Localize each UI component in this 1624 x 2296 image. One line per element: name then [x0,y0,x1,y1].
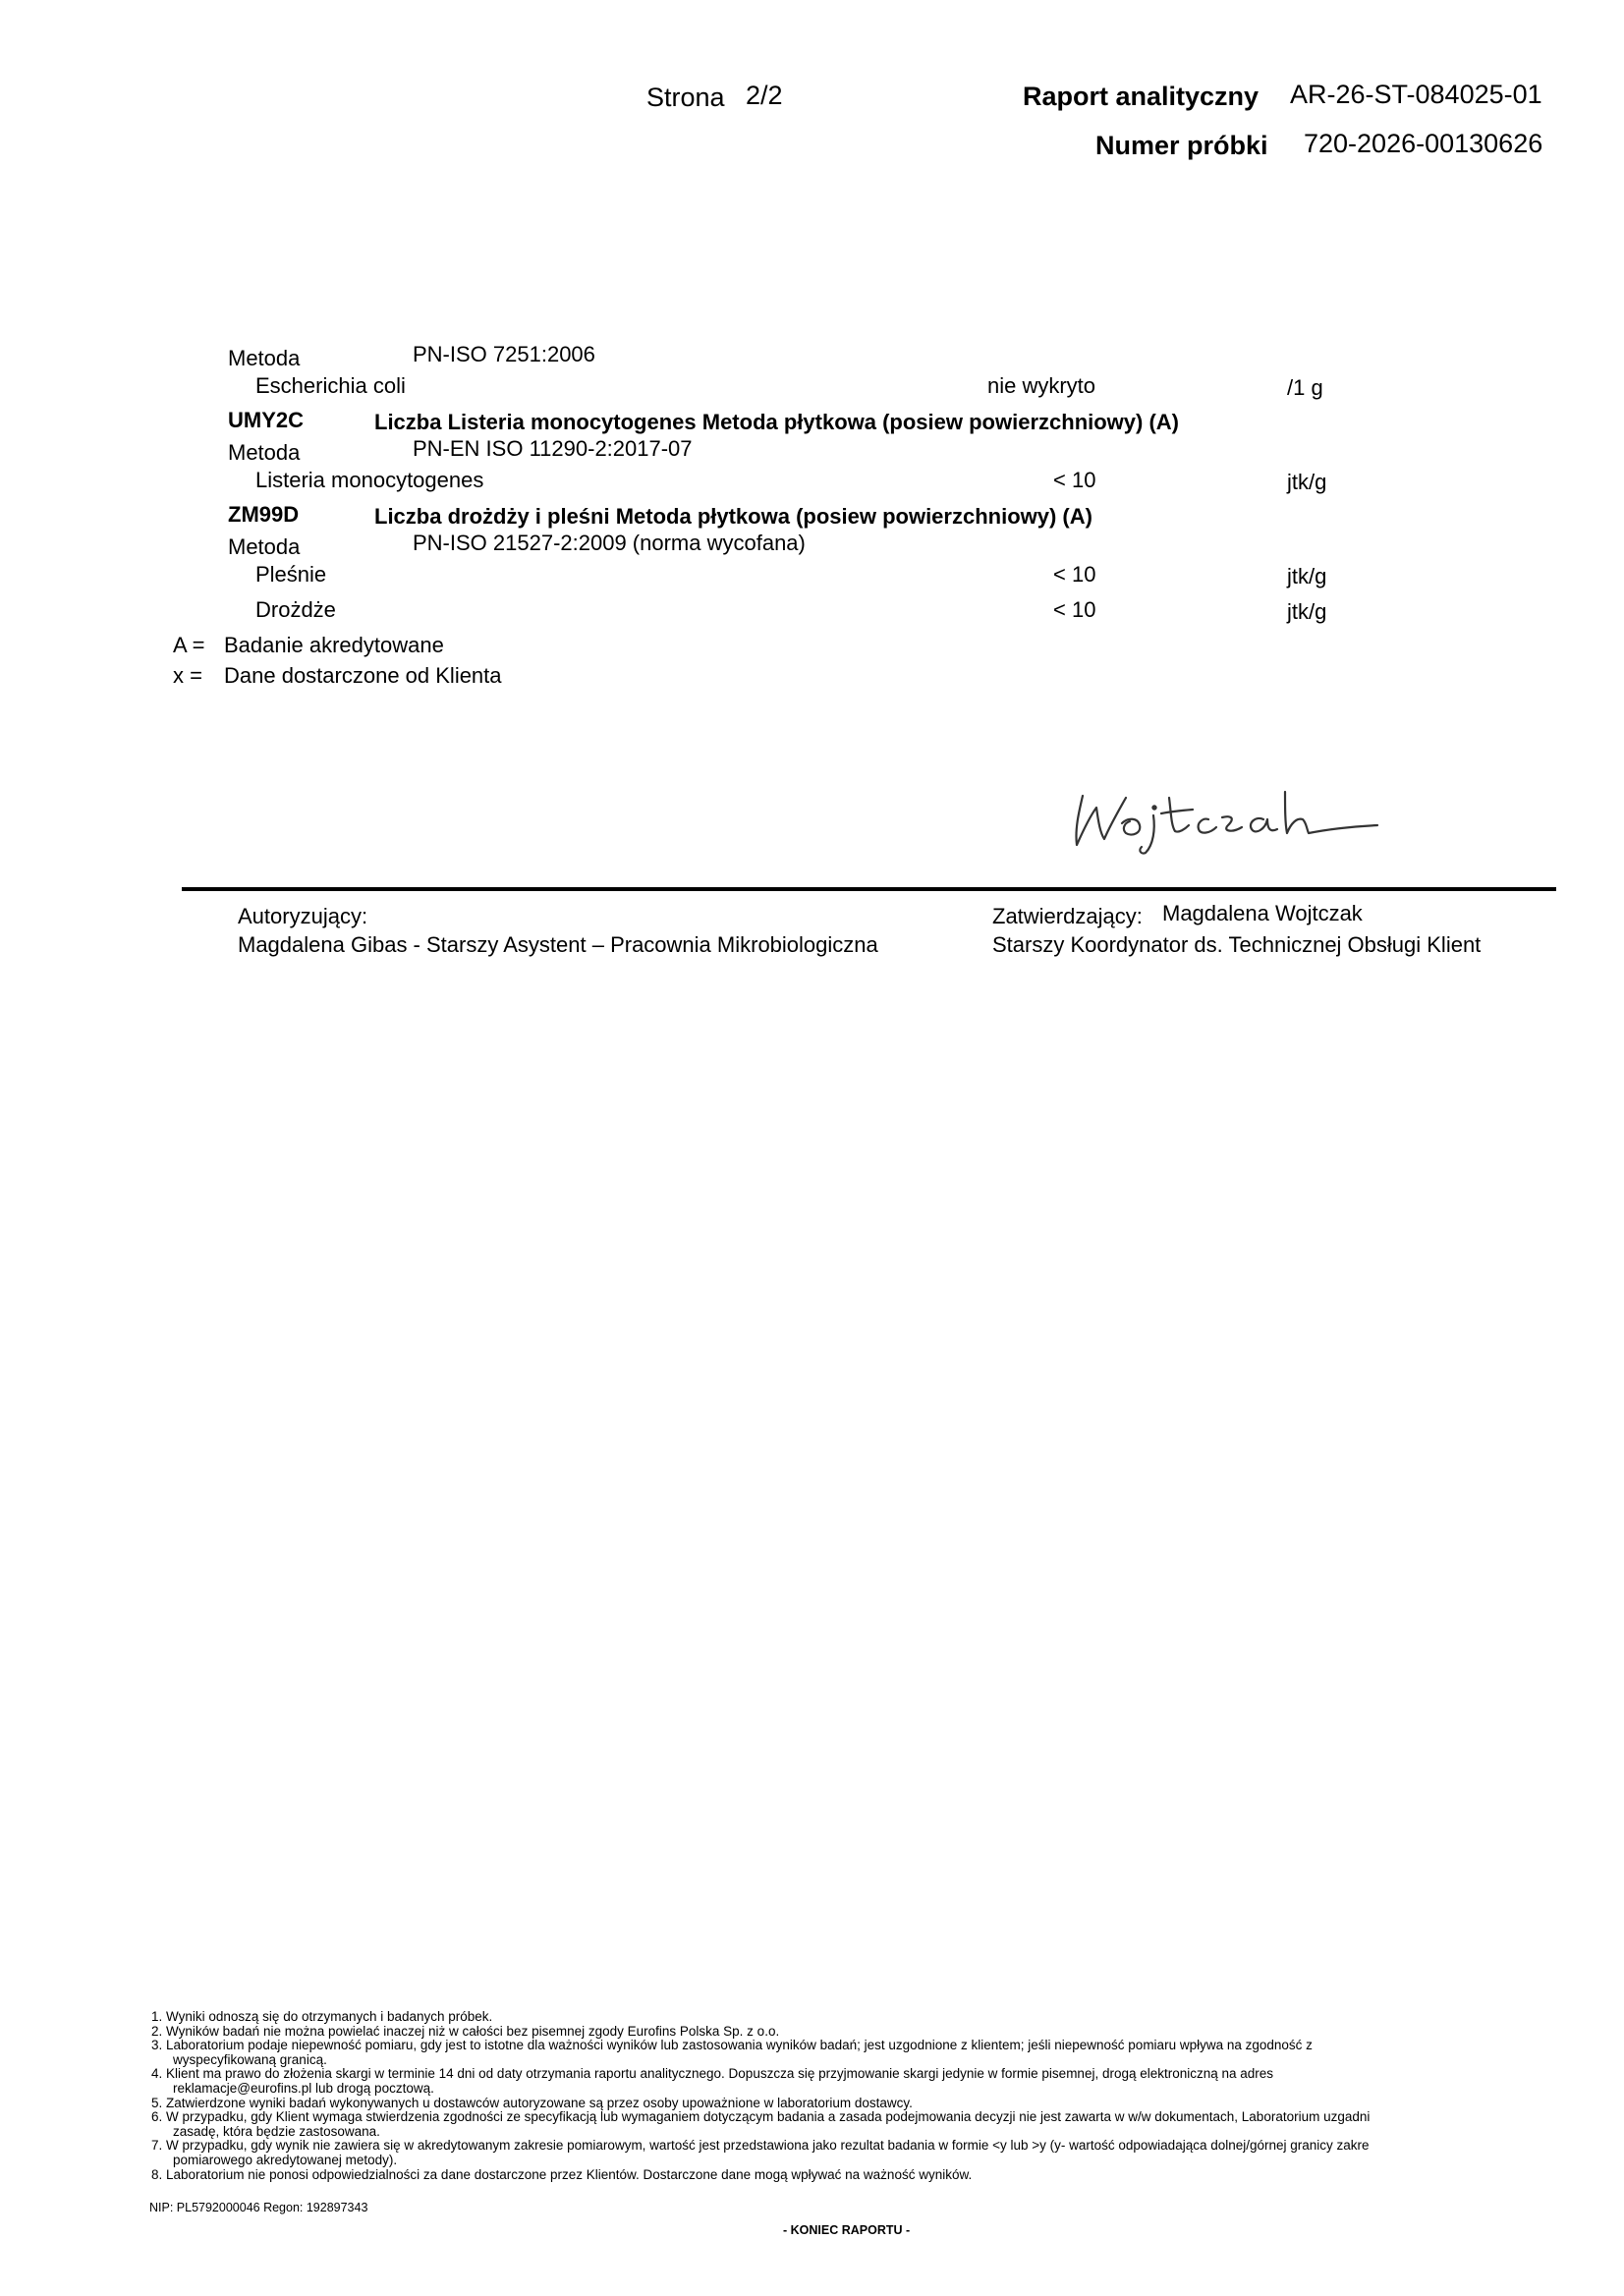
page-number: 2/2 [746,81,783,110]
end-of-report: - KONIEC RAPORTU - [783,2223,911,2237]
result-unit: jtk/g [1287,470,1327,494]
page-label: Strona [646,83,725,112]
method-label: Metoda [228,346,301,370]
authorizing-person: Magdalena Gibas - Starszy Asystent – Pracownia Mikrobiologiczna [238,932,878,957]
result-unit: jtk/g [1287,564,1327,588]
test-title: Liczba Listeria monocytogenes Metoda płytkowa (posiew powierzchniowy) (A) [374,410,1180,434]
footnote: 1. Wyniki odnoszą się do otrzymanych i badanych próbek. [151,2009,493,2024]
footnote: 8. Laboratorium nie ponosi odpowiedzialności za dane dostarczone przez Klientów. Dostarczone dane mogą wpływać na ważność wyników. [151,2166,973,2182]
footnote: 7. W przypadku, gdy wynik nie zawiera się w akredytowanym zakresie pomiarowym, wartość jest przedstawiona jako rezultat badania w formie <y lub >y (y- wartość odpowiadająca dolnej/górnej granicy zakre [151,2138,1370,2154]
analyte-name: Pleśnie [255,562,327,587]
footnote: reklamacje@eurofins.pl lub drogą pocztową. [173,2080,434,2096]
analyte-name: Escherichia coli [255,373,406,398]
report-number: AR-26-ST-084025-01 [1290,80,1542,109]
company-ids: NIP: PL5792000046 Regon: 192897343 [149,2201,368,2214]
sample-label: Numer próbki [1095,131,1268,160]
result-unit: /1 g [1287,375,1323,400]
footnote: zasadę, która będzie zastosowana. [173,2123,380,2139]
authorizing-label: Autoryzujący: [238,904,368,928]
result-value: < 10 [1053,597,1096,622]
result-value: nie wykryto [987,373,1096,398]
method-value: PN-ISO 7251:2006 [413,342,595,366]
approving-label: Zatwierdzający: [992,904,1143,928]
analyte-name: Listeria monocytogenes [255,468,484,492]
legend-key: A = [173,633,205,657]
footnote: wyspecyfikowaną granicą. [173,2051,327,2067]
signature-divider [182,887,1556,891]
result-value: < 10 [1053,562,1096,587]
sample-number: 720-2026-00130626 [1304,129,1543,158]
legend-text: Dane dostarczone od Klienta [224,663,502,688]
result-unit: jtk/g [1287,599,1327,624]
footnote: pomiarowego akredytowanej metody). [173,2152,398,2167]
test-code: ZM99D [228,502,300,527]
method-value: PN-EN ISO 11290-2:2017-07 [413,436,693,461]
footnote: 5. Zatwierdzone wyniki badań wykonywanych u dostawców autoryzowane są przez osoby upoważnione w laboratorium dostawcy. [151,2095,913,2110]
test-code: UMY2C [228,408,305,432]
legend-text: Badanie akredytowane [224,633,444,657]
test-title: Liczba drożdży i pleśni Metoda płytkowa (posiew powierzchniowy) (A) [374,504,1092,529]
method-label: Metoda [228,534,301,559]
report-label: Raport analityczny [1023,82,1260,111]
analyte-name: Drożdże [255,597,336,622]
approving-title: Starszy Koordynator ds. Technicznej Obsługi Klient [992,932,1482,957]
footnote: 4. Klient ma prawo do złożenia skargi w terminie 14 dni od daty otrzymania raportu analitycznego. Dopuszcza się przyjmowanie skargi jedynie w formie pisemnej, drogą elektroniczną na adres [151,2066,1274,2082]
method-label: Metoda [228,440,301,465]
method-value: PN-ISO 21527-2:2009 (norma wycofana) [413,531,806,555]
approving-name: Magdalena Wojtczak [1162,901,1363,925]
legend-key: x = [173,663,202,688]
footnote: 2. Wyników badań nie można powielać inaczej niż w całości bez pisemnej zgody Eurofins Polska Sp. z o.o. [151,2023,780,2039]
handwritten-signature [1063,768,1397,857]
footnote: 3. Laboratorium podaje niepewność pomiaru, gdy jest to istotne dla ważności wyników lub zastosowania wyników badań; jest uzgodnione z klientem; jeśli niepewność pomiaru wpływa na zgodność z [151,2038,1313,2053]
result-value: < 10 [1053,468,1096,492]
footnote: 6. W przypadku, gdy Klient wymaga stwierdzenia zgodności ze specyfikacją lub wymaganiem dotyczącym badania a zasada podejmowania decyzji nie jest zawarta w w/w dokumentach, Laboratorium uzgadni [151,2109,1371,2125]
footnotes [151,2010,1370,2182]
